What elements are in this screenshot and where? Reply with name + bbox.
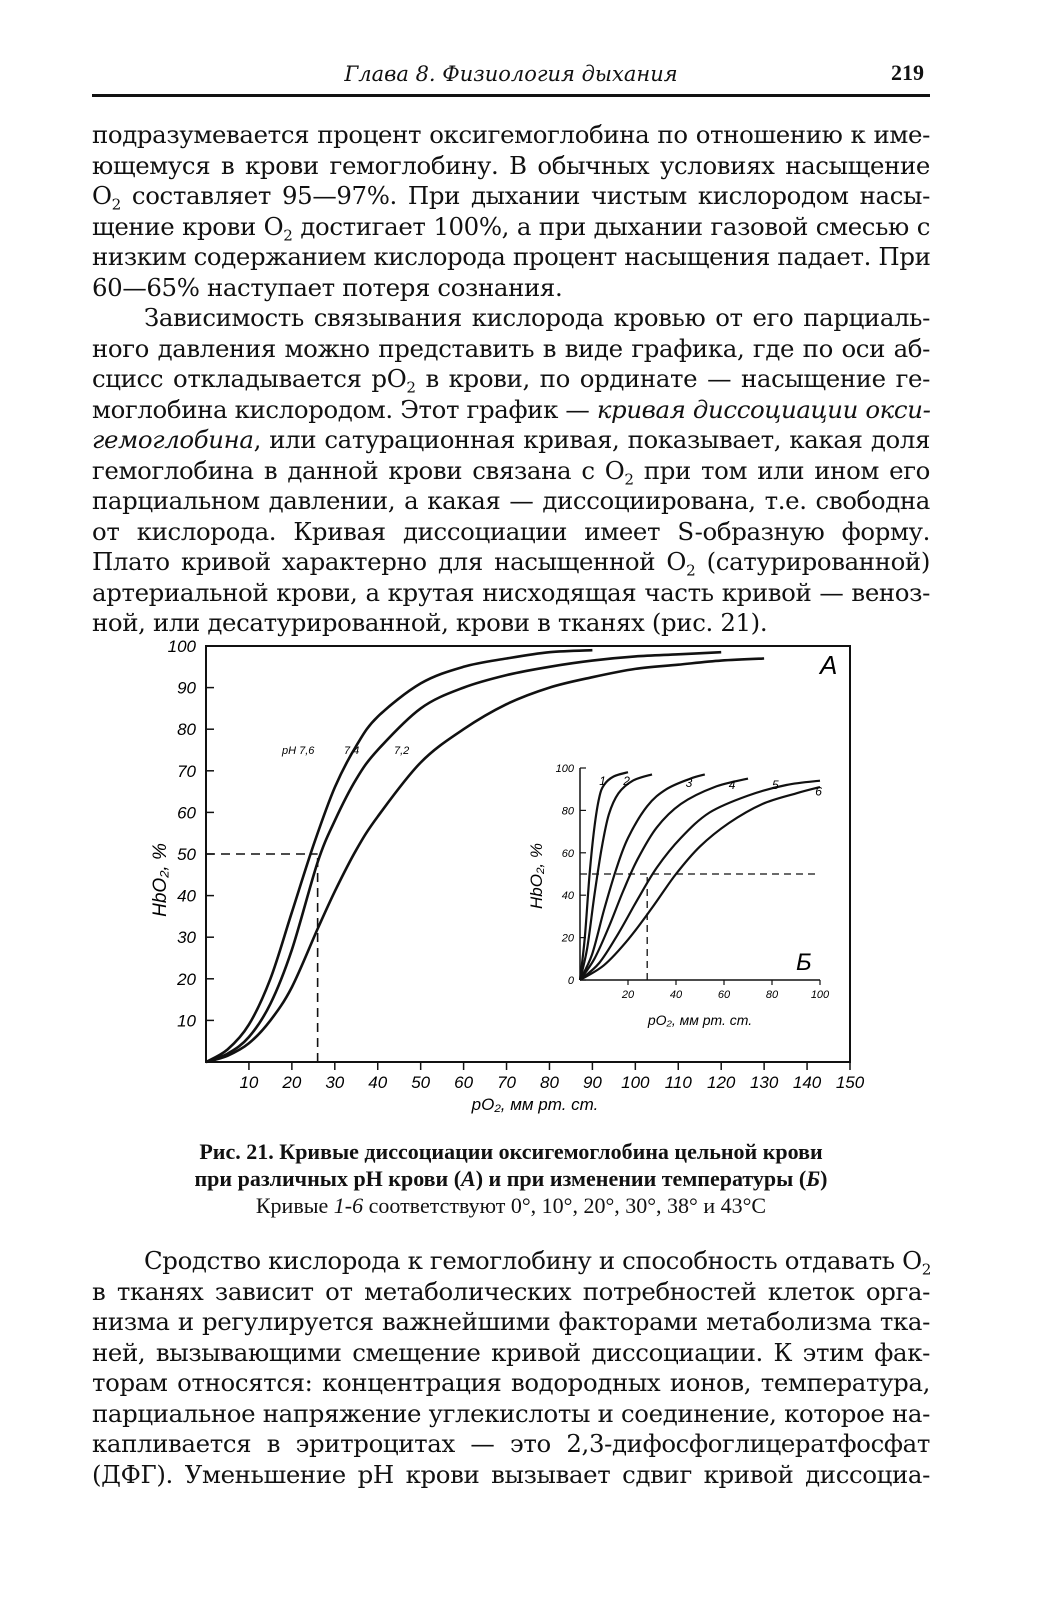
text-run: ) bbox=[820, 1166, 828, 1191]
text-run: соответствуют 0°, 10°, 20°, 30°, 38° и 43°С bbox=[363, 1193, 767, 1218]
paragraph-2 bbox=[92, 303, 930, 639]
text-line bbox=[92, 1246, 930, 1277]
figure-21 bbox=[140, 637, 865, 1120]
subscript: 2 bbox=[406, 378, 416, 397]
text-line: Зависимость связывания кислорода кровью от его парциаль- bbox=[144, 303, 930, 332]
panel-a-x-ticks bbox=[239, 1062, 864, 1092]
panel-a-x-axis-label: pO₂, мм рт. ст. bbox=[471, 1095, 599, 1114]
dissociation-curves-chart bbox=[140, 637, 865, 1120]
curve-label-ph-7-4: 7,4 bbox=[344, 745, 360, 757]
text-line: от кислорода. Кривая диссоциации имеет S-образную форму. bbox=[92, 516, 930, 546]
text-run: достигает 100%, а при дыхании газовой смесью с bbox=[292, 211, 931, 241]
italic-range: 1-6 bbox=[333, 1193, 364, 1218]
text-run: О bbox=[92, 181, 112, 210]
y-tick-label: 20 bbox=[561, 932, 574, 945]
caption-line-3 bbox=[92, 1192, 930, 1219]
paragraph-1 bbox=[92, 120, 930, 303]
x-tick-label: 120 bbox=[707, 1073, 736, 1092]
x-tick-label: 140 bbox=[792, 1073, 822, 1092]
text-run: моглобина кислородом. Этот график — bbox=[92, 394, 597, 424]
text-line bbox=[92, 364, 930, 395]
text-line bbox=[92, 425, 930, 456]
text-line bbox=[92, 181, 930, 212]
text-run: (сатурированной) bbox=[695, 547, 931, 576]
text-line: в тканях зависит от метаболических потребностей клеток орга- bbox=[92, 1276, 930, 1306]
x-tick-label: 20 bbox=[621, 989, 635, 1001]
inset-curve-label: 5 bbox=[772, 778, 779, 793]
text-run: Кривые bbox=[255, 1193, 334, 1218]
text-line bbox=[92, 395, 930, 426]
x-tick-label: 40 bbox=[368, 1073, 388, 1092]
text-line: ющемуся в крови гемоглобину. В обычных условиях насыщение bbox=[92, 150, 930, 180]
x-tick-label: 60 bbox=[454, 1073, 474, 1092]
y-tick-label: 80 bbox=[177, 720, 196, 740]
y-tick-label: 10 bbox=[177, 1011, 196, 1031]
panel-a-y-ticks bbox=[168, 637, 214, 1030]
subscript: 2 bbox=[686, 561, 696, 580]
subscript: 2 bbox=[111, 195, 121, 214]
text-line: капливается в эритроцитах — это 2,3-дифосфоглицератфосфат bbox=[92, 1429, 930, 1458]
text-line: торам относятся: концентрация водородных ионов, температура, bbox=[92, 1368, 930, 1397]
panel-a-y-axis-label: HbO₂, % bbox=[150, 843, 171, 917]
text-line: парциальном давлении, а какая — диссоциирована, т.е. свободна bbox=[92, 486, 930, 515]
text-line bbox=[92, 456, 930, 487]
inset-curve-label: 2 bbox=[623, 773, 630, 788]
x-tick-label: 50 bbox=[411, 1073, 431, 1092]
inset-curve-label: 4 bbox=[728, 778, 736, 793]
inset-curve-label: 3 bbox=[685, 776, 693, 791]
text-run: Сродство кислорода к гемоглобину и способность отдавать О bbox=[144, 1246, 922, 1275]
x-tick-label: 80 bbox=[540, 1073, 559, 1092]
italic-letter: А bbox=[461, 1166, 476, 1191]
curve-label-ph-7-6: pH 7,6 bbox=[282, 745, 315, 757]
x-tick-label: 30 bbox=[325, 1073, 345, 1092]
panel-b-inset bbox=[527, 750, 835, 1028]
subscript: 2 bbox=[283, 225, 293, 244]
y-tick-label: 0 bbox=[567, 975, 574, 987]
y-tick-label: 90 bbox=[177, 678, 196, 698]
paragraph-3 bbox=[92, 1246, 930, 1490]
text-line: ной, или десатурированной, крови в тканях (рис. 21). bbox=[92, 608, 768, 637]
y-tick-label: 100 bbox=[555, 763, 574, 775]
x-tick-label: 100 bbox=[810, 989, 830, 1001]
x-tick-label: 70 bbox=[497, 1073, 516, 1092]
x-tick-label: 130 bbox=[749, 1073, 779, 1092]
panel-b-label: Б bbox=[796, 949, 812, 976]
inset-curve-label: 1 bbox=[599, 773, 606, 788]
subscript: 2 bbox=[921, 1260, 931, 1279]
text-line: парциальное напряжение углекислоты и соединение, которое на- bbox=[92, 1398, 930, 1428]
x-tick-label: 40 bbox=[669, 989, 683, 1001]
text-run: гемоглобина в данной крови связана с О bbox=[92, 455, 625, 485]
italic-term: кривая диссоциации окси- bbox=[596, 394, 931, 424]
inset-curve-label: 6 bbox=[815, 784, 822, 799]
caption-line-1: Рис. 21. Кривые диссоциации оксигемоглобина цельной крови bbox=[199, 1139, 823, 1164]
text-line bbox=[92, 212, 930, 243]
panel-b-x-axis-label: pO₂, мм рт. ст. bbox=[647, 1012, 753, 1028]
y-tick-label: 70 bbox=[177, 761, 196, 781]
text-line: 60—65% наступает потеря сознания. bbox=[92, 272, 563, 302]
x-tick-label: 60 bbox=[717, 989, 731, 1001]
y-tick-label: 50 bbox=[177, 845, 196, 864]
text-line: низким содержанием кислорода процент насыщения падает. При bbox=[92, 242, 931, 271]
y-tick-label: 40 bbox=[177, 886, 196, 906]
curve-label-ph-7-2: 7,2 bbox=[394, 745, 410, 757]
caption-line-2 bbox=[92, 1165, 930, 1192]
x-tick-label: 10 bbox=[239, 1073, 259, 1092]
text-run: в крови, по ординате — насыщение ге- bbox=[415, 364, 930, 393]
x-tick-label: 110 bbox=[664, 1073, 692, 1092]
running-header bbox=[92, 60, 930, 97]
y-tick-label: 30 bbox=[177, 928, 196, 948]
y-tick-label: 100 bbox=[167, 637, 196, 656]
x-tick-label: 150 bbox=[835, 1073, 865, 1092]
x-tick-label: 100 bbox=[621, 1073, 650, 1092]
y-tick-label: 60 bbox=[561, 847, 574, 860]
x-tick-label: 80 bbox=[765, 989, 779, 1001]
y-tick-label: 80 bbox=[561, 805, 574, 818]
text-run: сцисс откладывается pО bbox=[92, 364, 407, 393]
text-run: Плато кривой характерно для насыщенной О bbox=[92, 547, 687, 576]
text-run: составляет 95—97%. При дыхании чистым кислородом насы- bbox=[120, 181, 930, 210]
text-line: ного давления можно представить в виде графика, где по оси аб- bbox=[92, 333, 930, 363]
text-line: (ДФГ). Уменьшение pH крови вызывает сдвиг кривой диссоциа- bbox=[92, 1459, 930, 1489]
text-line: ней, вызывающими смещение кривой диссоциации. К этим фак- bbox=[92, 1337, 930, 1367]
chapter-title: Глава 8. Физиология дыхания bbox=[344, 62, 678, 86]
y-tick-label: 20 bbox=[177, 969, 196, 989]
figure-caption bbox=[92, 1138, 930, 1219]
italic-letter: Б bbox=[806, 1166, 821, 1191]
panel-b-y-axis-label: HbO₂, % bbox=[527, 843, 546, 909]
panel-a-label: А bbox=[820, 650, 838, 680]
x-tick-label: 90 bbox=[582, 1073, 602, 1092]
italic-term: гемоглобина bbox=[92, 425, 254, 454]
text-run: , или сатурационная кривая, показывает, какая доля bbox=[253, 425, 930, 454]
text-run: при различных pH крови ( bbox=[194, 1166, 462, 1191]
text-run: ) и при изменении температуры ( bbox=[475, 1166, 807, 1191]
page-number: 219 bbox=[891, 60, 924, 85]
text-run: при том или ином его bbox=[633, 455, 931, 485]
text-line: артериальной крови, а крутая нисходящая часть кривой — веноз- bbox=[92, 577, 930, 607]
text-line bbox=[92, 547, 930, 578]
text-line: подразумевается процент оксигемоглобина по отношению к име- bbox=[92, 120, 930, 149]
subscript: 2 bbox=[624, 469, 634, 488]
y-tick-label: 40 bbox=[561, 890, 574, 903]
text-line: низма и регулируется важнейшими факторами метаболизма тка- bbox=[92, 1307, 930, 1336]
text-run: щение крови О bbox=[92, 211, 284, 241]
y-tick-label: 60 bbox=[177, 803, 196, 823]
x-tick-label: 20 bbox=[282, 1073, 302, 1092]
